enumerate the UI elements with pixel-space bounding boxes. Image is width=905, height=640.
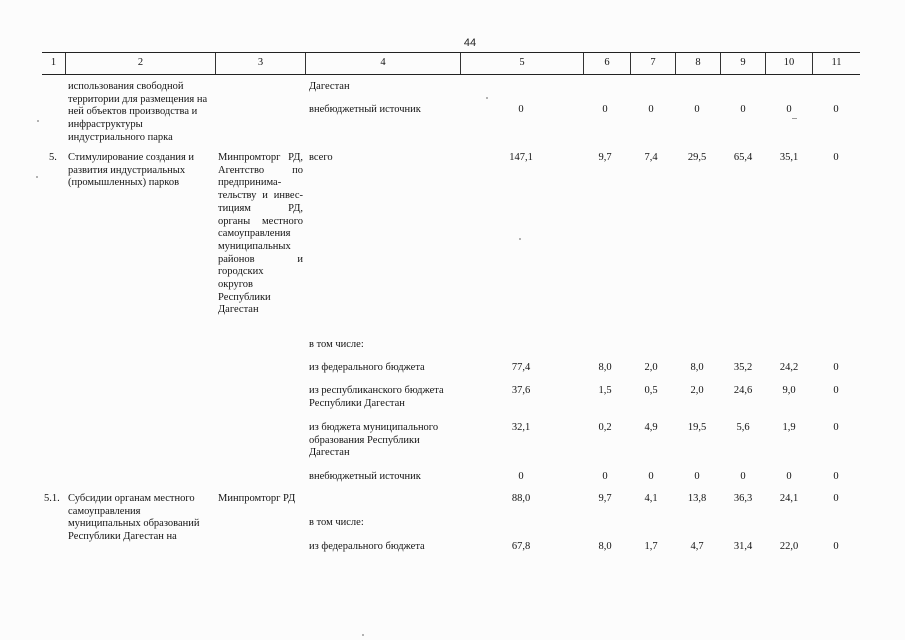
- cell-col10: 35,1: [779, 152, 799, 163]
- cell-col5: 67,8: [511, 541, 531, 552]
- cell-col10: 0: [786, 104, 792, 115]
- header-col-9: 9: [720, 53, 765, 74]
- header-col-2: 2: [65, 53, 215, 74]
- row-5-1-source-federal: из федерального бюджета: [309, 541, 425, 552]
- cell-col6: 0: [602, 471, 608, 482]
- scan-speck: [37, 120, 39, 122]
- header-col-1: 1: [50, 57, 57, 68]
- cell-col10: 1,9: [782, 422, 796, 433]
- page-number: 44: [463, 37, 477, 49]
- cell-col10: 24,2: [779, 362, 799, 373]
- cell-col5: 0: [518, 471, 524, 482]
- header-col-5: 5: [460, 53, 583, 74]
- cell-col11: 0: [833, 471, 839, 482]
- cell-col8: 13,8: [687, 493, 707, 504]
- cell-col7: 0: [648, 104, 654, 115]
- cell-col7: 0: [648, 471, 654, 482]
- scan-speck: [362, 634, 364, 636]
- header-col-10: 10: [765, 53, 812, 74]
- scan-speck: [519, 238, 521, 240]
- cell-col9: 35,2: [733, 362, 753, 373]
- cell-col10: 24,1: [779, 493, 799, 504]
- cell-col6: 9,7: [598, 493, 612, 504]
- header-col-7: 7: [630, 53, 675, 74]
- cell-col5: 88,0: [511, 493, 531, 504]
- cell-col9: 0: [740, 471, 746, 482]
- cell-col10: 0: [786, 471, 792, 482]
- cell-col7: 4,9: [644, 422, 658, 433]
- scan-speck: [36, 176, 38, 178]
- cell-col9: 0: [740, 104, 746, 115]
- table-header: [42, 52, 860, 75]
- header-col-8: 8: [675, 53, 720, 74]
- cell-col11: 0: [833, 385, 839, 396]
- scan-speck: [792, 118, 797, 119]
- cell-col6: 9,7: [598, 152, 612, 163]
- cell-col6: 0,2: [598, 422, 612, 433]
- row-5-number: 5.: [49, 152, 57, 163]
- row-5-source-republic: из республиканского бюджета Республики Дагестан: [309, 385, 444, 409]
- header-col-4: 4: [305, 53, 460, 74]
- cell-col7: 1,7: [644, 541, 658, 552]
- cell-col6: 8,0: [598, 362, 612, 373]
- cell-col6: 1,5: [598, 385, 612, 396]
- cell-col11: 0: [833, 422, 839, 433]
- row-continuation-source-tail: Дагестан: [309, 81, 350, 92]
- scan-speck: [486, 97, 488, 99]
- cell-col6: 8,0: [598, 541, 612, 552]
- cell-col9: 5,6: [736, 422, 750, 433]
- row-5-1-title: Субсидии органам местного самоуправления муниципальных образований Республики Дагестан на: [68, 493, 200, 543]
- cell-col8: 2,0: [690, 385, 704, 396]
- cell-col8: 4,7: [690, 541, 704, 552]
- row-5-1-number: 5.1.: [44, 493, 60, 504]
- cell-col10: 9,0: [782, 385, 796, 396]
- cell-col5: 37,6: [511, 385, 531, 396]
- cell-col5: 32,1: [511, 422, 531, 433]
- header-col-11: 11: [812, 53, 860, 74]
- row-5-1-including-label: в том числе:: [309, 517, 364, 528]
- cell-col11: 0: [833, 152, 839, 163]
- cell-col8: 19,5: [687, 422, 707, 433]
- cell-col8: 0: [694, 471, 700, 482]
- cell-col7: 7,4: [644, 152, 658, 163]
- cell-col11: 0: [833, 104, 839, 115]
- cell-col5: 147,1: [509, 152, 533, 163]
- cell-col9: 31,4: [733, 541, 753, 552]
- cell-col7: 2,0: [644, 362, 658, 373]
- cell-col11: 0: [833, 493, 839, 504]
- row-continuation-title: использования свободной территории для размещения на ней объектов производства и инфраструктуры индустриального парка: [68, 81, 208, 143]
- row-5-source-municipal: из бюджета муниципального образования Республики Дагестан: [309, 422, 439, 459]
- row-5-title: Стимулирование создания и развития индустриальных (промышленных) парков: [68, 152, 195, 189]
- row-5-source-offbudget: внебюджетный источник: [309, 471, 421, 482]
- cell-col8: 29,5: [687, 152, 707, 163]
- cell-col8: 8,0: [690, 362, 704, 373]
- header-col-3: 3: [215, 53, 305, 74]
- cell-col5: 0: [518, 104, 524, 115]
- row-continuation-source-offbudget: внебюджетный источник: [309, 104, 421, 115]
- cell-col8: 0: [694, 104, 700, 115]
- row-5-including-label: в том числе:: [309, 339, 364, 350]
- cell-col9: 24,6: [733, 385, 753, 396]
- cell-col9: 65,4: [733, 152, 753, 163]
- cell-col7: 0,5: [644, 385, 658, 396]
- row-5-1-executor: Минпромторг РД: [218, 493, 296, 504]
- cell-col11: 0: [833, 541, 839, 552]
- cell-col7: 4,1: [644, 493, 658, 504]
- cell-col11: 0: [833, 362, 839, 373]
- cell-col6: 0: [602, 104, 608, 115]
- cell-col10: 22,0: [779, 541, 799, 552]
- row-5-source-total: всего: [309, 152, 333, 163]
- cell-col5: 77,4: [511, 362, 531, 373]
- row-5-executor: Минпромторг РД, Агентство по предпринима- тельству и инвес- тициям РД, органы местного самоуправления муниципальных районов и городских округов Республики Дагестан: [218, 152, 303, 316]
- header-col-6: 6: [583, 53, 630, 74]
- row-5-source-federal: из федерального бюджета: [309, 362, 425, 373]
- cell-col9: 36,3: [733, 493, 753, 504]
